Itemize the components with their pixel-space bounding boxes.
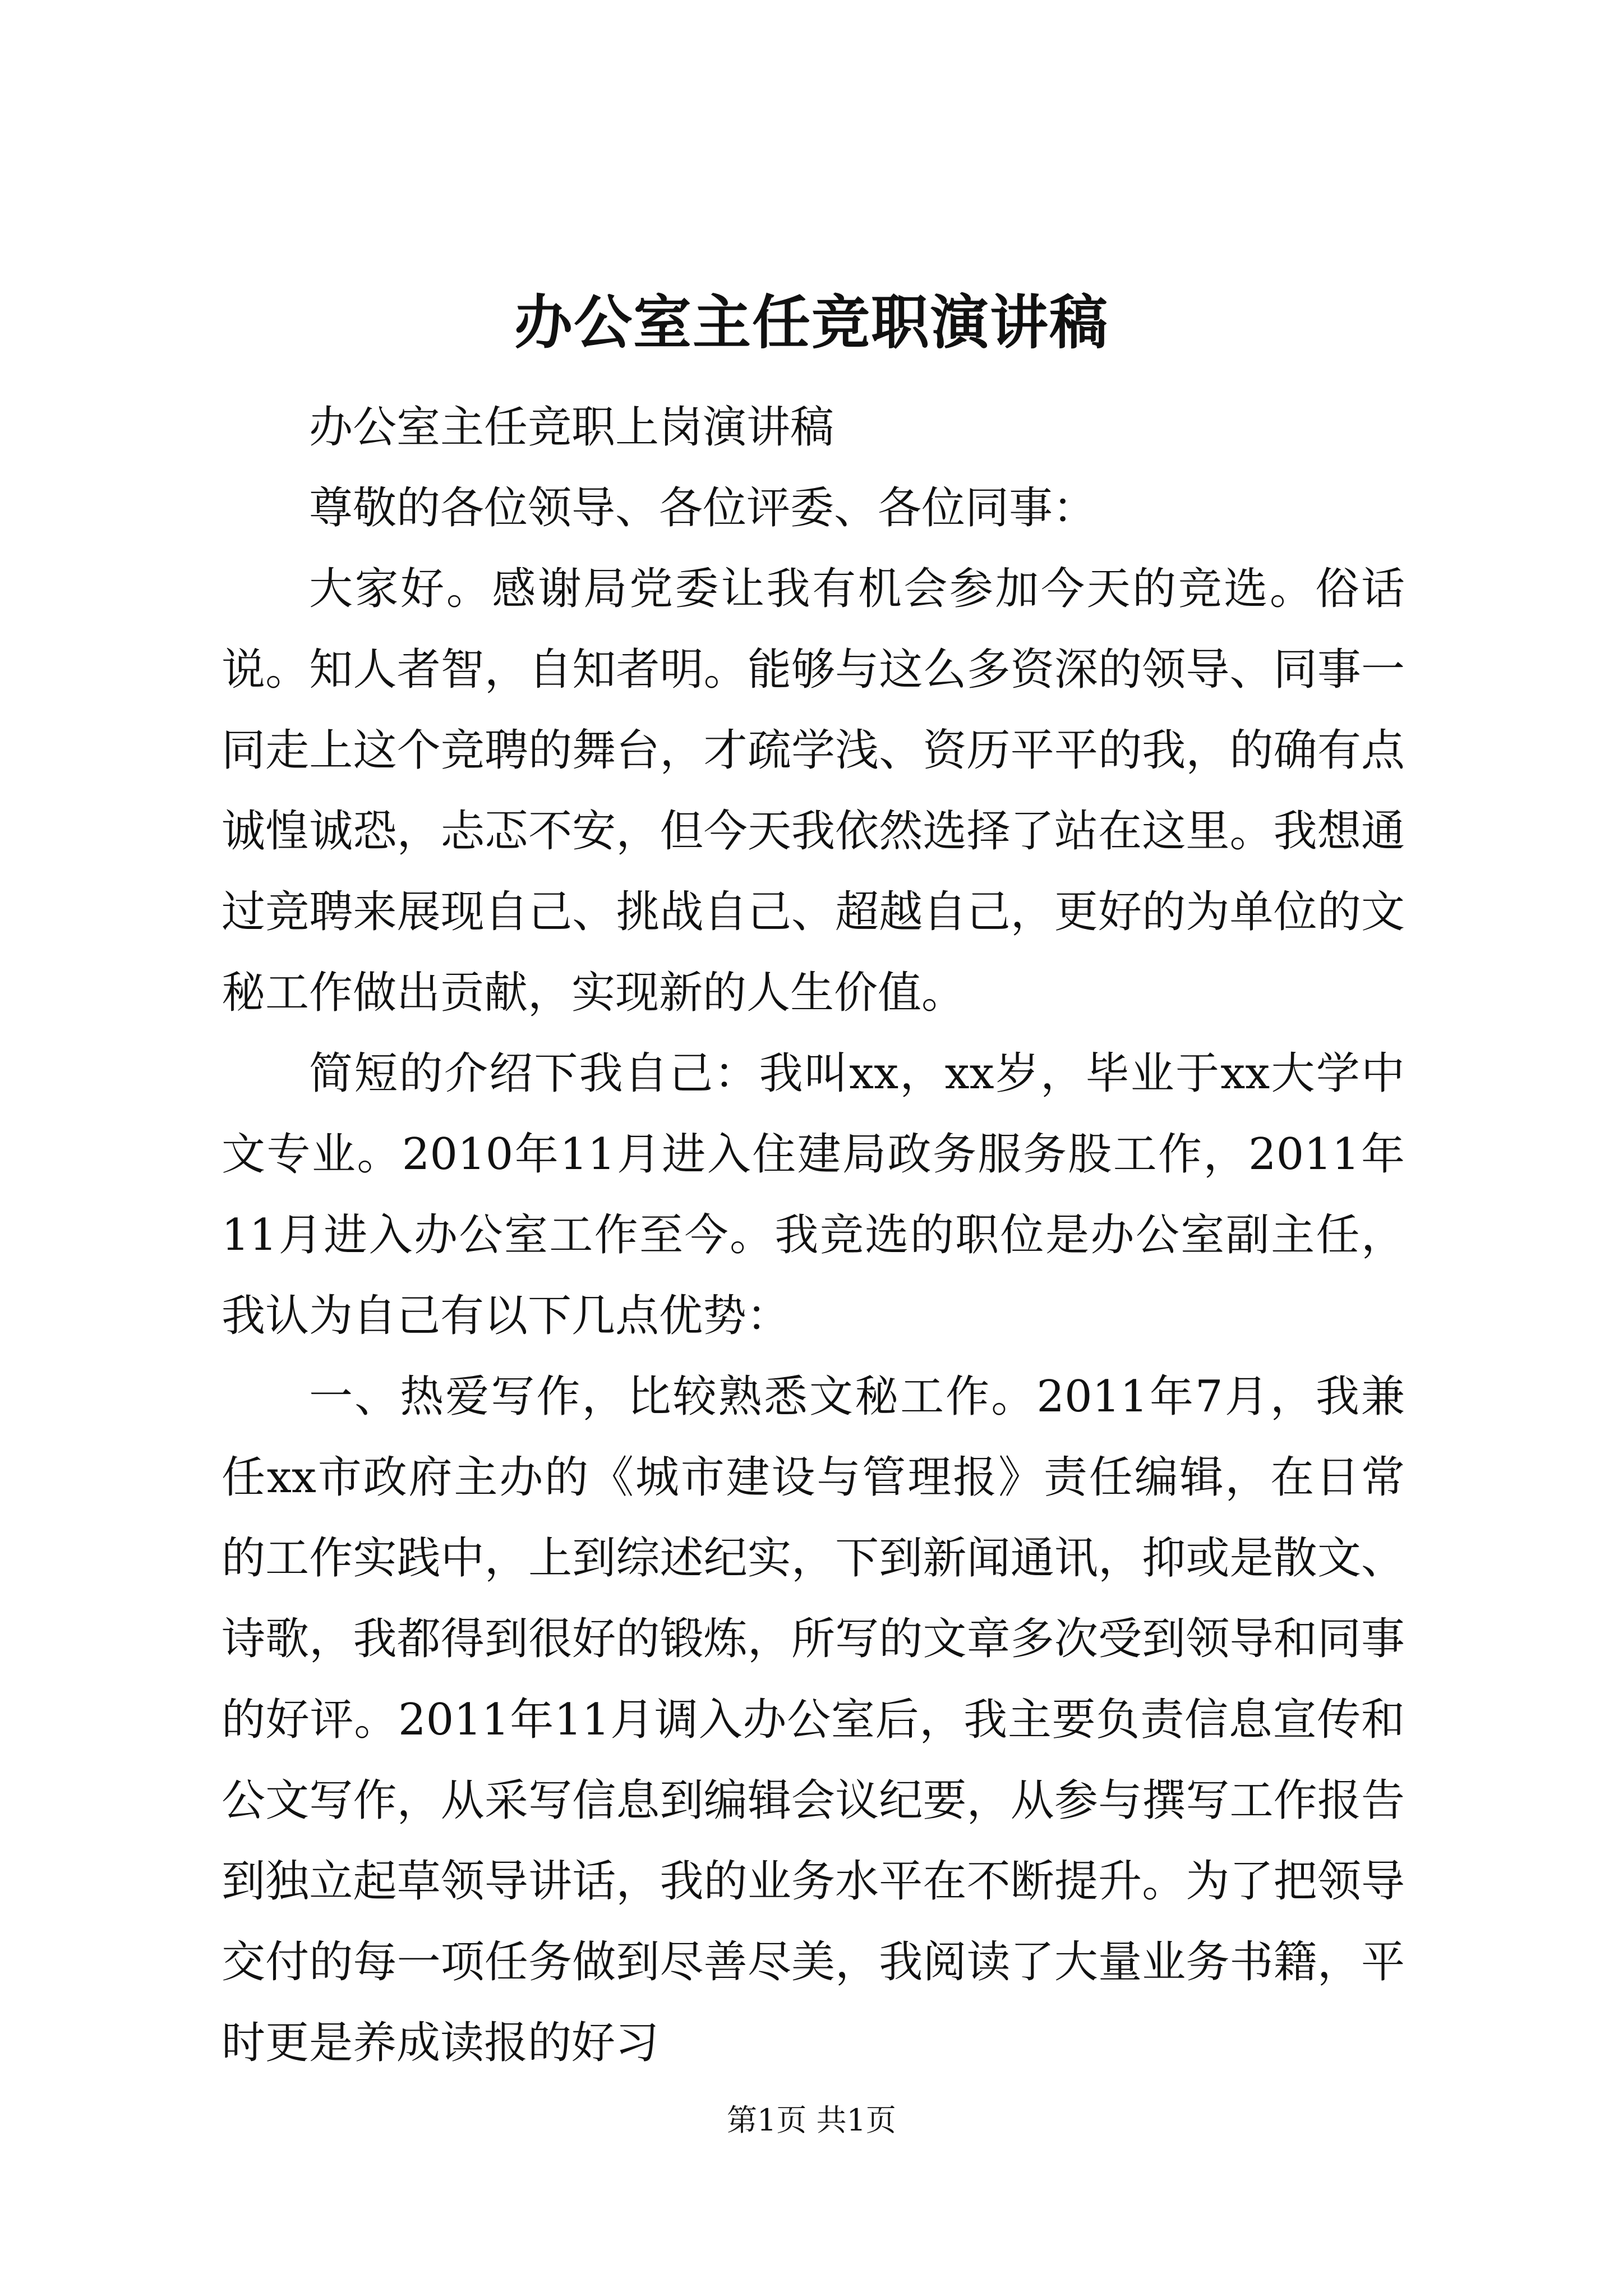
subtitle-paragraph: 办公室主任竞职上岗演讲稿	[309, 402, 834, 453]
body-paragraph: 简短的介绍下我自己：我叫xx，xx岁，毕业于xx大学中文专业。2010年11月进入住建局政务服务股工作，2011年11月进入办公室工作至今。我竞选的职位是办公室副主任，我认为自己有以下几点优势：	[222, 1048, 1405, 1341]
body-paragraph: 一、热爱写作，比较熟悉文秘工作。2011年7月，我兼任xx市政府主办的《城市建设与管理报》责任编辑，在日常的工作实践中，上到综述纪实，下到新闻通讯，抑或是散文、诗歌，我都得到很好的锻炼，所写的文章多次受到领导和同事的好评。2011年11月调入办公室后，我主要负责信息宣传和公文写作，从采写信息到编辑会议纪要，从参与撰写工作报告到独立起草领导讲话，我的业务水平在不断提升。为了把领导交付的每一项任务做到尽善尽美，我阅读了大量业务书籍，平时更是养成读报的好习	[222, 1372, 1405, 2068]
page-footer: 第1页 共1页	[727, 2102, 896, 2138]
document-title: 办公室主任竞职演讲稿	[514, 288, 1109, 357]
document-body	[222, 387, 1405, 2083]
body-paragraph: 大家好。感谢局党委让我有机会参加今天的竞选。俗话说。知人者智，自知者明。能够与这么多资深的领导、同事一同走上这个竞聘的舞台，才疏学浅、资历平平的我，的确有点诚惶诚恐，忐忑不安，但今天我依然选择了站在这里。我想通过竞聘来展现自己、挑战自己、超越自己，更好的为单位的文秘工作做出贡献，实现新的人生价值。	[222, 564, 1405, 1018]
salutation-paragraph: 尊敬的各位领导、各位评委、各位同事：	[309, 483, 1097, 533]
